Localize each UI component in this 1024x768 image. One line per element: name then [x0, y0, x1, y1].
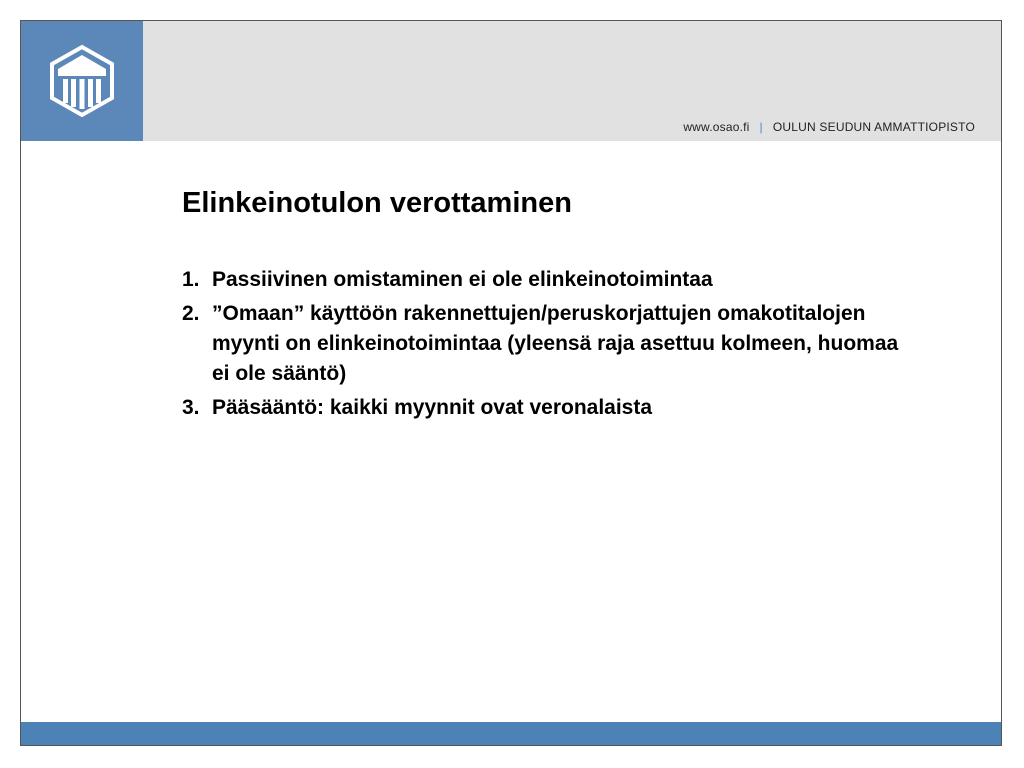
- header-text: [683, 120, 975, 134]
- list-item-number: 3.: [182, 396, 200, 419]
- list-item-text: Pääsääntö: kaikki myynnit ovat veronalaista: [212, 396, 653, 419]
- list-item-text: Passiivinen omistaminen ei ole elinkeinotoimintaa: [212, 268, 713, 291]
- header-separator: |: [759, 120, 763, 134]
- osao-logo-icon: [44, 41, 120, 121]
- slide-title: Elinkeinotulon verottaminen: [182, 187, 572, 219]
- footer-band: [21, 722, 1002, 746]
- header-org: OULUN SEUDUN AMMATTIOPISTO: [772, 120, 975, 134]
- list-item-number: 2.: [182, 302, 200, 325]
- list-item: [182, 393, 902, 423]
- list-item-number: 1.: [182, 268, 200, 291]
- list-item-text: ”Omaan” käyttöön rakennettujen/peruskorjattujen omakotitalojen myynti on elinkeinotoimintaa (yleensä raja asettuu kolmeen, huomaa ei ole sääntö): [212, 302, 899, 385]
- list-item: [182, 299, 902, 389]
- list-item: [182, 265, 902, 295]
- logo-block: [21, 21, 143, 141]
- numbered-list: [182, 265, 902, 427]
- header-url: www.osao.fi: [683, 120, 750, 134]
- slide: [20, 20, 1002, 746]
